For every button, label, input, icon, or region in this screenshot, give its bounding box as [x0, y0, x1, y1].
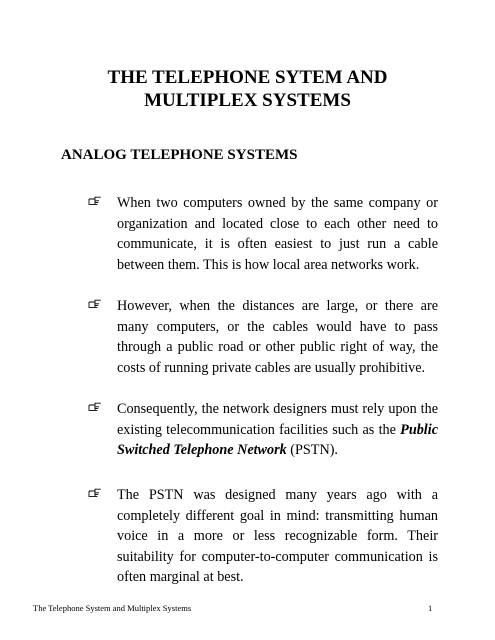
pointing-hand-icon — [88, 194, 102, 206]
bullet-item — [88, 485, 438, 588]
bullet-text: However, when the distances are large, or there are many computers, or the cables would have to pass through a public road or other public right of way, the costs of running private cables are usually prohibitive. — [117, 298, 438, 376]
page-number: 1 — [428, 603, 433, 613]
page-title-line-2: MULTIPLEX SYSTEMS — [144, 90, 351, 111]
bullet-item — [88, 193, 438, 275]
bullet-item — [88, 399, 438, 461]
bullet-text: When two computers owned by the same company or organization and located close to each other need to communicate, it is often easiest to just run a cable between them. This is how local area networks work. — [117, 195, 438, 273]
bullet-item — [88, 296, 438, 378]
pointing-hand-icon — [88, 297, 102, 309]
bullet-text — [117, 399, 438, 461]
bullet-text: The PSTN was designed many years ago with a completely different goal in mind: transmitting human voice in a more or less recognizable form. Their suitability for computer-to-computer communication is often marginal at best. — [117, 487, 438, 586]
bullet-text-after: (PSTN). — [286, 442, 338, 459]
section-heading: ANALOG TELEPHONE SYSTEMS — [61, 147, 298, 163]
pstn-emphasis: Public Switched Telephone Network — [117, 421, 438, 459]
bullet-text-before: Consequently, the network designers must rely upon the existing telecommunication facilities such as the — [117, 401, 438, 438]
pointing-hand-icon — [88, 486, 102, 498]
pointing-hand-icon — [88, 400, 102, 412]
page-title-line-1: THE TELEPHONE SYTEM AND — [107, 67, 388, 88]
footer-title: The Telephone System and Multiplex Systems — [33, 603, 192, 613]
